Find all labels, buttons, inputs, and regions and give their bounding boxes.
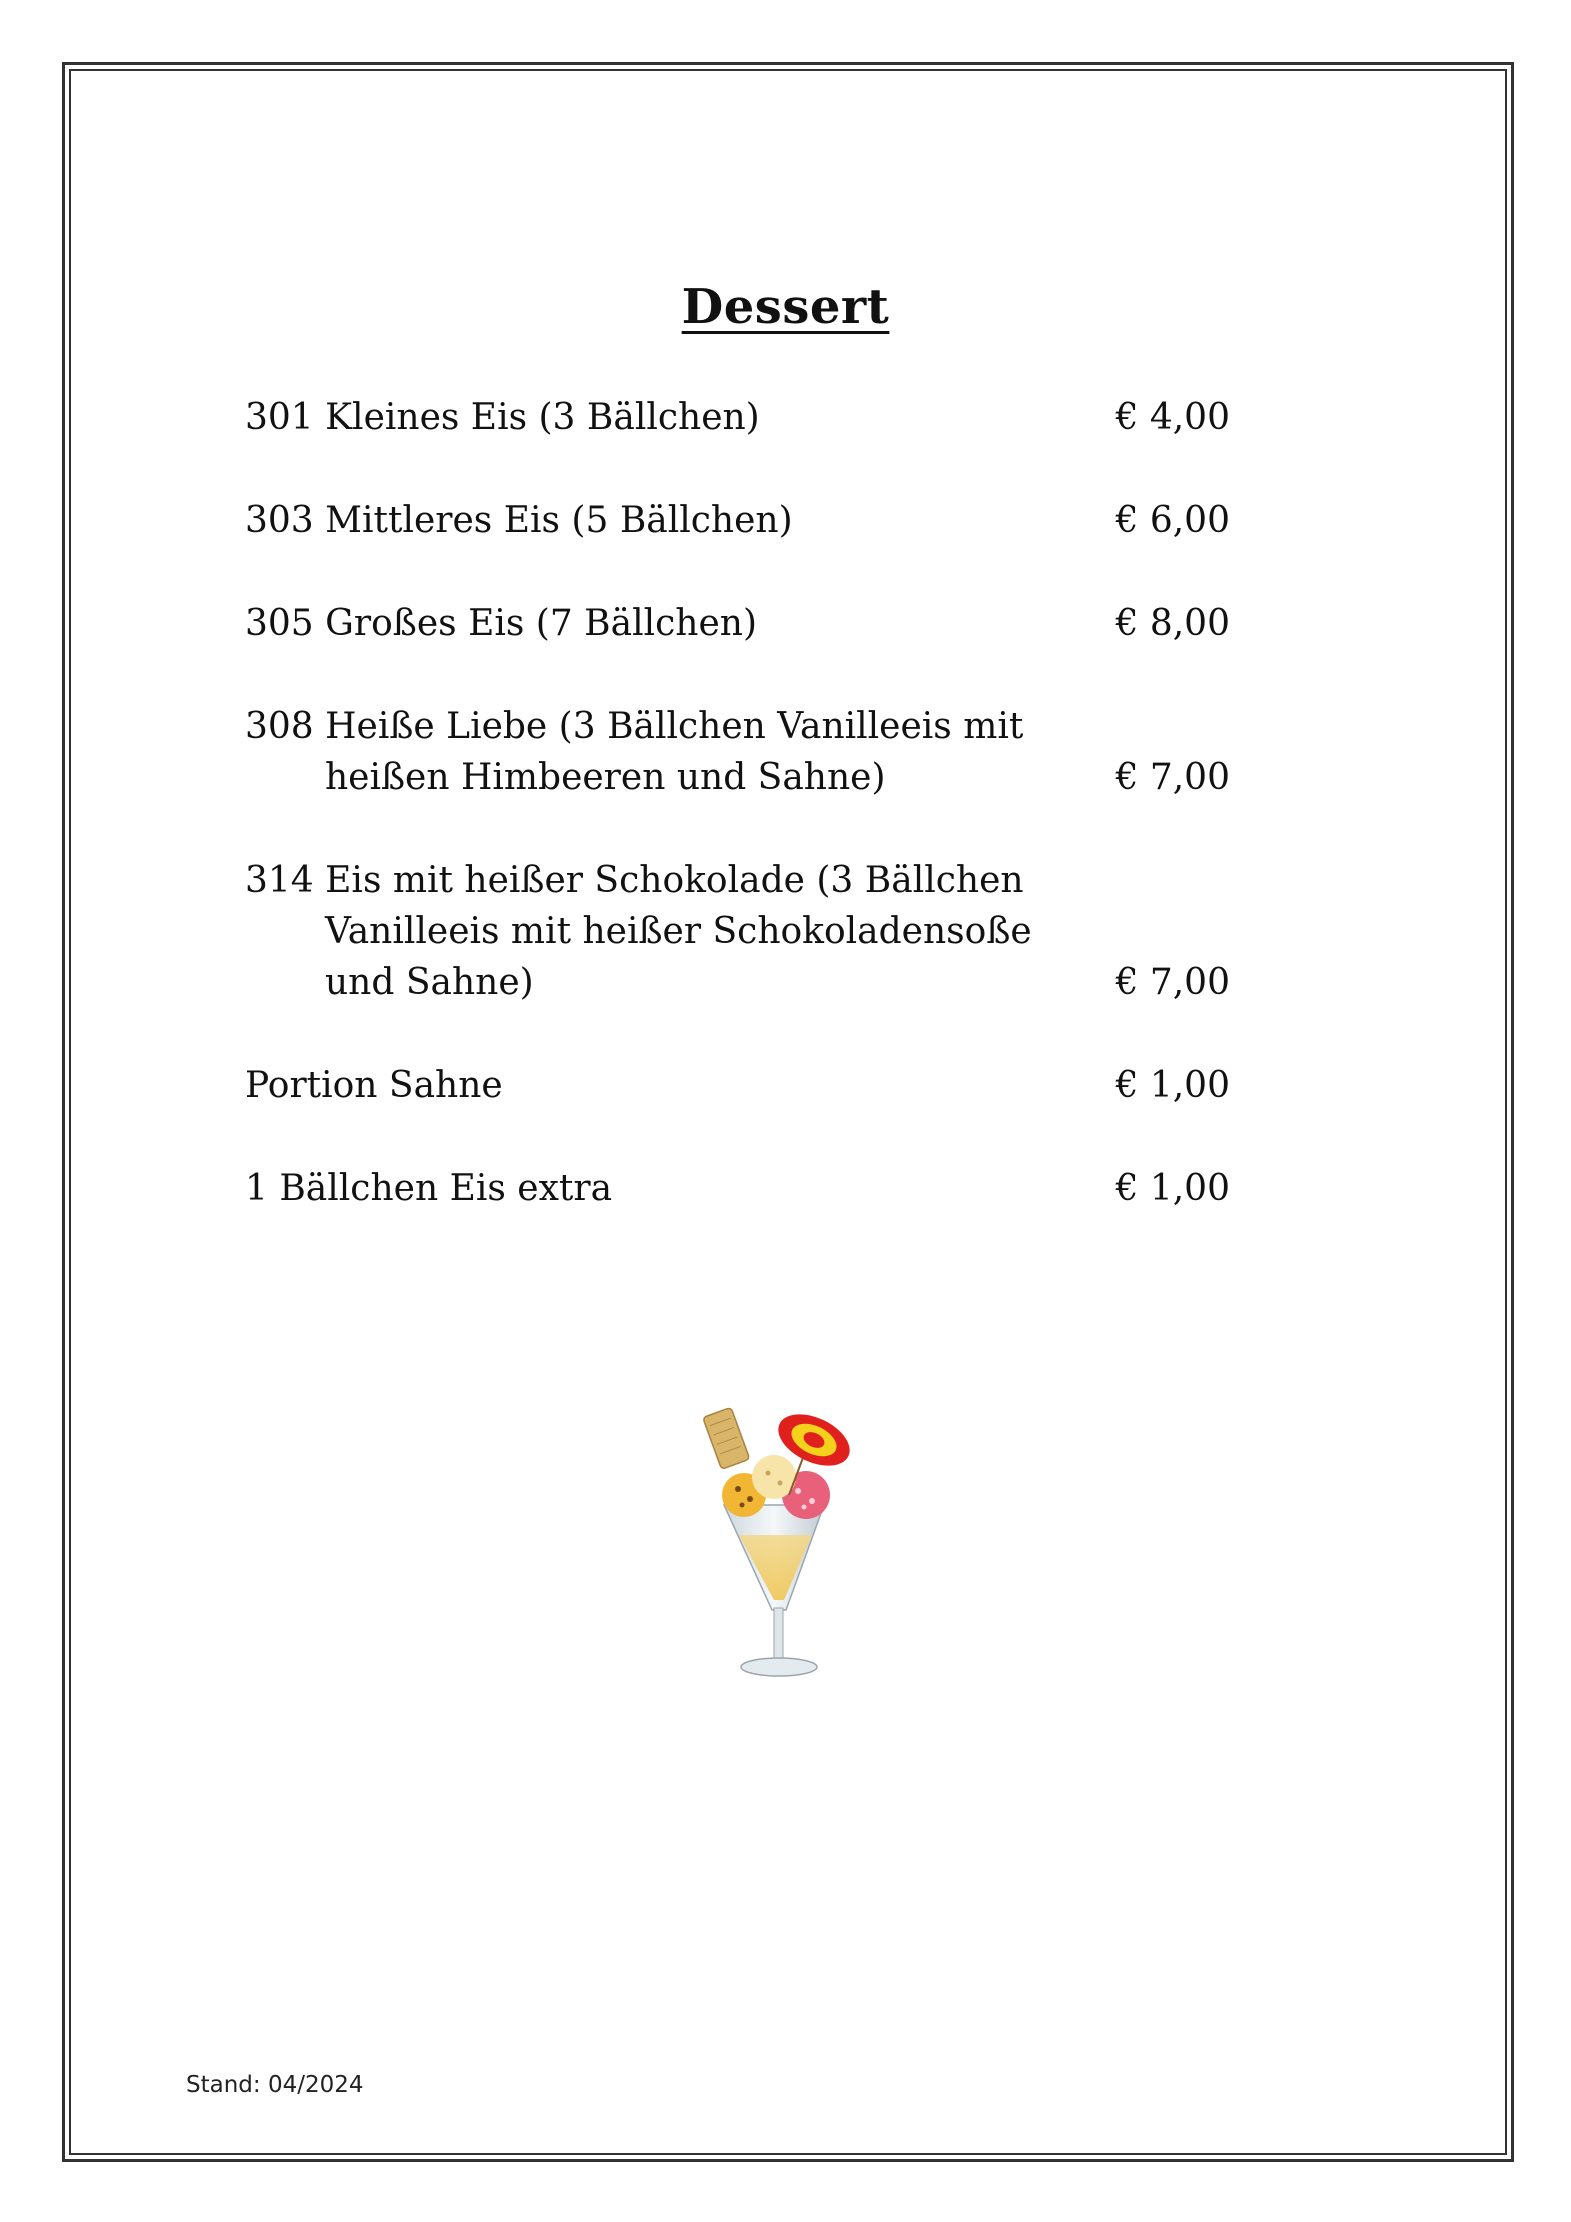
menu-item-line: und Sahne) — [325, 962, 534, 1003]
menu-item-description — [245, 495, 1085, 546]
ice-cream-sundae-icon — [694, 1395, 864, 1685]
menu-item-line: heißen Himbeeren und Sahne) — [325, 757, 886, 798]
dessert-menu-list — [245, 392, 1245, 1266]
menu-item-description — [245, 392, 1085, 443]
menu-item-price: € 7,00 — [1115, 962, 1230, 1003]
menu-item — [245, 855, 1245, 1008]
page-title: Dessert — [681, 279, 890, 335]
menu-item-price: € 7,00 — [1115, 757, 1230, 798]
menu-item-line: 308 Heiße Liebe (3 Bällchen Vanilleeis mit — [245, 706, 1024, 747]
menu-item-description — [245, 855, 1085, 1008]
menu-item-line: Vanilleeis mit heißer Schokoladensoße — [325, 911, 1032, 952]
menu-item-price: € 4,00 — [1115, 397, 1230, 438]
menu-item-description — [245, 1060, 1085, 1111]
menu-item — [245, 495, 1245, 546]
menu-item-description — [245, 598, 1085, 649]
menu-item — [245, 598, 1245, 649]
menu-item — [245, 392, 1245, 443]
menu-item-description — [245, 701, 1085, 803]
menu-item-line: 301 Kleines Eis (3 Bällchen) — [245, 397, 760, 438]
menu-item-line: 305 Großes Eis (7 Bällchen) — [245, 603, 757, 644]
menu-item — [245, 701, 1245, 803]
menu-item-price: € 8,00 — [1115, 603, 1230, 644]
menu-item — [245, 1163, 1245, 1214]
menu-item-price: € 1,00 — [1115, 1065, 1230, 1106]
menu-item — [245, 1060, 1245, 1111]
menu-item-description — [245, 1163, 1085, 1214]
menu-item-price: € 1,00 — [1115, 1168, 1230, 1209]
menu-item-line: 1 Bällchen Eis extra — [245, 1168, 613, 1209]
menu-item-line: 314 Eis mit heißer Schokolade (3 Bällchen — [245, 860, 1024, 901]
menu-item-line: Portion Sahne — [245, 1065, 503, 1106]
menu-item-line: 303 Mittleres Eis (5 Bällchen) — [245, 500, 793, 541]
footer-date-stamp: Stand: 04/2024 — [186, 2072, 364, 2098]
menu-item-price: € 6,00 — [1115, 500, 1230, 541]
